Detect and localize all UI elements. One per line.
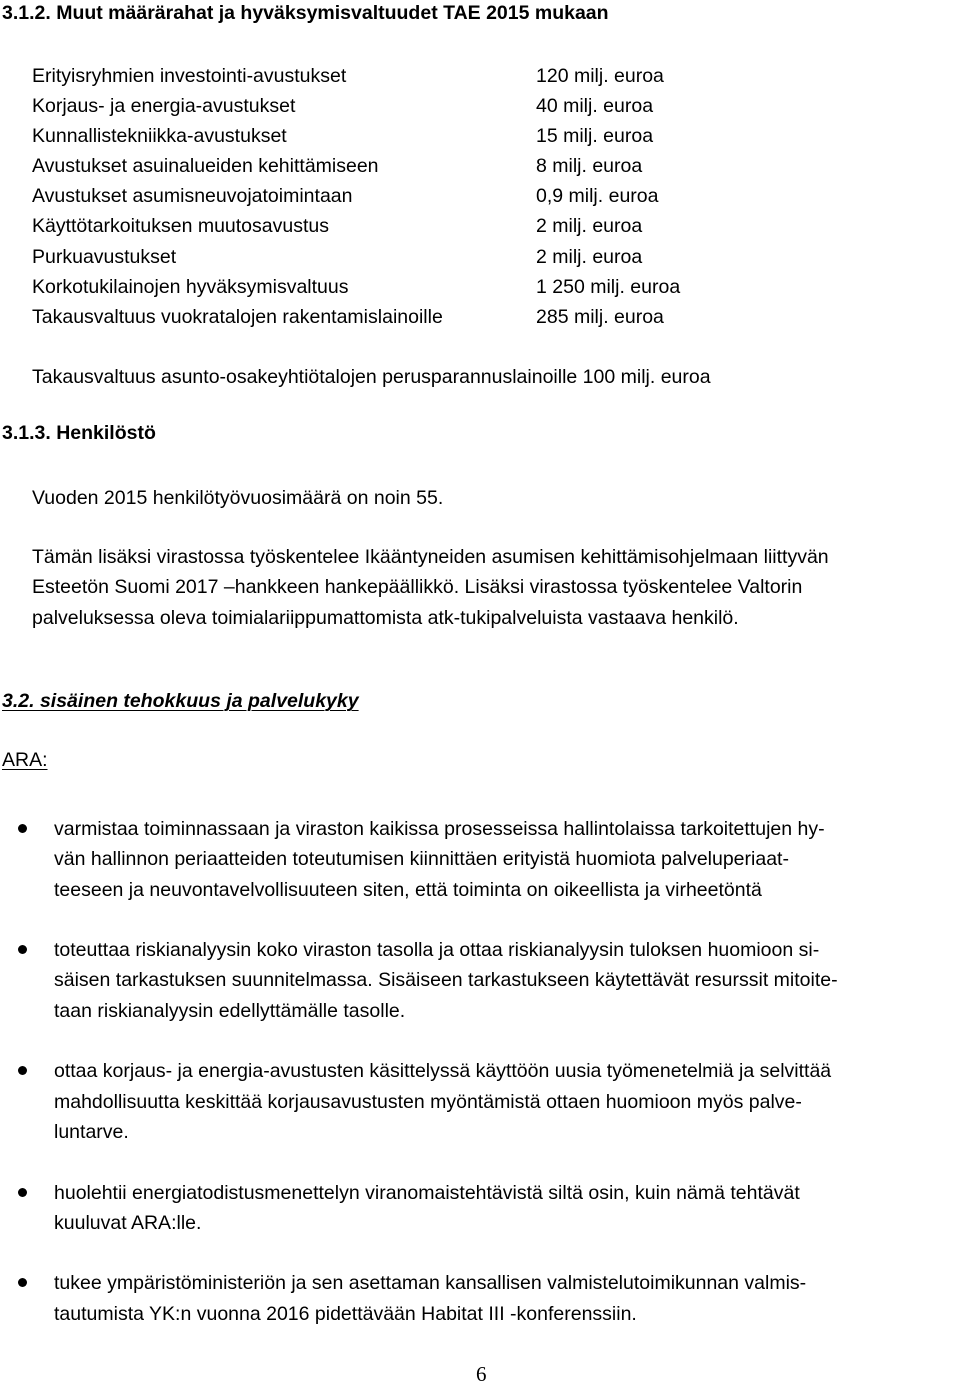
fund-value: 285 milj. euroa <box>536 306 664 328</box>
bullet-line: ottaa korjaus- ja energia-avustusten käsittelyssä käyttöön uusia työmenetelmiä ja selvittää <box>54 1060 832 1082</box>
bullet-line: toteuttaa riskianalyysin koko viraston tasolla ja ottaa riskianalyysin tuloksen huomioon si- <box>54 939 820 961</box>
fund-value: 0,9 milj. euroa <box>536 185 659 207</box>
fund-label: Korkotukilainojen hyväksymisvaltuus <box>32 276 349 298</box>
fund-label: Avustukset asuinalueiden kehittämiseen <box>32 155 379 177</box>
fund-label: Erityisryhmien investointi-avustukset <box>32 65 347 87</box>
fund-label: Korjaus- ja energia-avustukset <box>32 95 296 117</box>
staff-years-paragraph: Vuoden 2015 henkilötyövuosimäärä on noin 55. <box>32 487 444 509</box>
bullet-line: luntarve. <box>54 1121 129 1143</box>
fund-label: Purkuavustukset <box>32 246 177 268</box>
fund-value: 1 250 milj. euroa <box>536 276 681 298</box>
section-heading-3-1-3: 3.1.3. Henkilöstö <box>2 422 156 444</box>
fund-value: 2 milj. euroa <box>536 215 643 237</box>
bullet-line: kuuluvat ARA:lle. <box>54 1212 202 1234</box>
bullet-line: mahdollisuutta keskittää korjausavustusten myöntämistä ottaen huomioon myös palve- <box>54 1091 802 1113</box>
bullet-line: tautumista YK:n vuonna 2016 pidettävään Habitat III -konferenssiin. <box>54 1303 637 1325</box>
bullet-dot <box>18 1066 27 1075</box>
paragraph-line: Esteetön Suomi 2017 –hankkeen hankepäällikkö. Lisäksi virastossa työskentelee Valtorin <box>32 576 803 598</box>
bullet-dot <box>18 1278 27 1287</box>
section-heading-3-1-2: 3.1.2. Muut määrärahat ja hyväksymisvaltuudet TAE 2015 mukaan <box>2 2 609 24</box>
bullet-dot <box>18 945 27 954</box>
bullet-line: tukee ympäristöministeriön ja sen asettaman kansallisen valmistelutoimikunnan valmis- <box>54 1272 807 1294</box>
guarantee-authority-line: Takausvaltuus asunto-osakeyhtiötalojen perusparannuslainoille 100 milj. euroa <box>32 366 711 388</box>
page-number: 6 <box>476 1362 487 1386</box>
fund-label: Kunnallistekniikka-avustukset <box>32 125 287 147</box>
fund-label: Takausvaltuus vuokratalojen rakentamislainoille <box>32 306 443 328</box>
section-heading-3-2: 3.2. sisäinen tehokkuus ja palvelukyky <box>2 690 359 712</box>
bullet-line: vän hallinnon periaatteiden toteutumisen kiinnittäen erityistä huomiota palveluperiaat- <box>54 848 789 870</box>
fund-value: 120 milj. euroa <box>536 65 664 87</box>
bullet-line: taan riskianalyysin edellyttämälle tasolle. <box>54 1000 406 1022</box>
paragraph-line: Tämän lisäksi virastossa työskentelee Ikääntyneiden asumisen kehittämisohjelmaan liittyvän <box>32 546 829 568</box>
ara-label: ARA: <box>2 749 48 771</box>
bullet-line: säisen tarkastuksen suunnitelmassa. Sisäiseen tarkastukseen käytettävät resurssit mitoite- <box>54 969 838 991</box>
fund-label: Avustukset asumisneuvojatoimintaan <box>32 185 353 207</box>
fund-value: 40 milj. euroa <box>536 95 654 117</box>
paragraph-line: palveluksessa oleva toimialariippumattomista atk-tukipalveluista vastaava henkilö. <box>32 607 739 629</box>
fund-value: 2 milj. euroa <box>536 246 643 268</box>
fund-value: 15 milj. euroa <box>536 125 654 147</box>
bullet-dot <box>18 824 27 833</box>
bullet-dot <box>18 1188 27 1197</box>
fund-label: Käyttötarkoituksen muutosavustus <box>32 215 329 237</box>
bullet-line: teeseen ja neuvontavelvollisuuteen siten, että toiminta on oikeellista ja virheetöntä <box>54 879 762 901</box>
bullet-line: varmistaa toiminnassaan ja viraston kaikissa prosesseissa hallintolaissa tarkoitettujen hy- <box>54 818 825 840</box>
fund-value: 8 milj. euroa <box>536 155 643 177</box>
bullet-line: huolehtii energiatodistusmenettelyn viranomaistehtävistä siltä osin, kuin nämä tehtävät <box>54 1182 800 1204</box>
